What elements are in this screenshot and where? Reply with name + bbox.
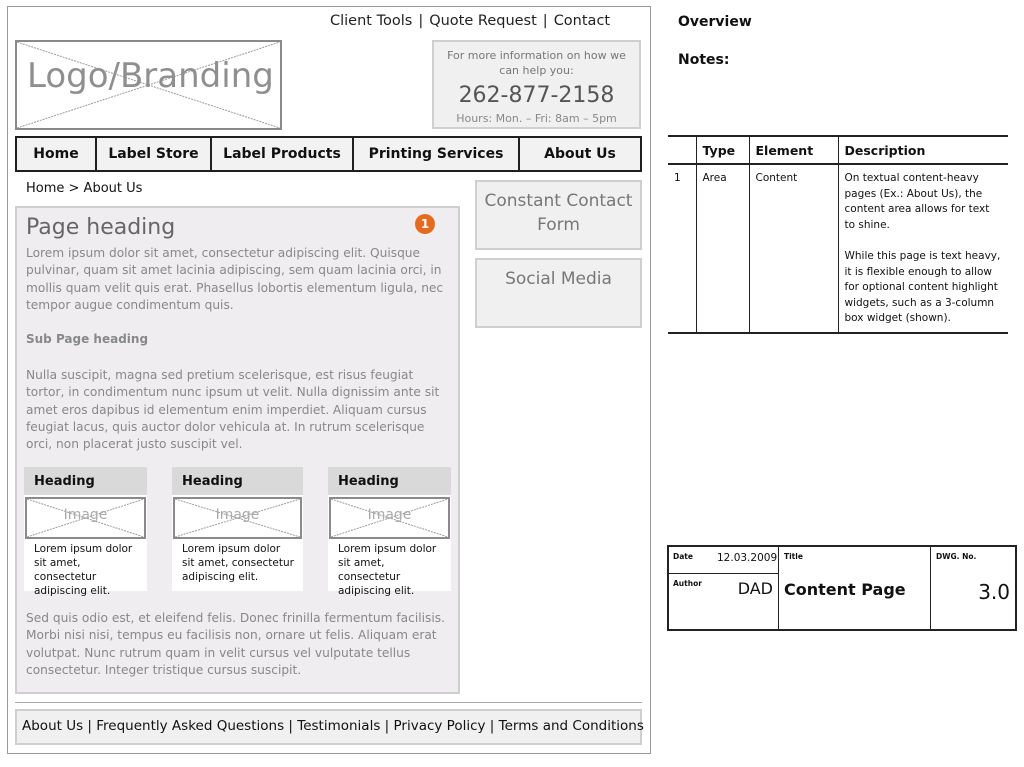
- image-label: Image: [63, 507, 108, 523]
- constant-contact-widget[interactable]: Constant Contact Form: [475, 180, 642, 250]
- row-description: [838, 164, 1008, 333]
- date-cell: [669, 547, 779, 574]
- footer-link-about-us[interactable]: About Us: [22, 718, 84, 734]
- separator: |: [418, 13, 424, 29]
- date-value: 12.03.2009: [717, 552, 778, 564]
- image-placeholder: [329, 497, 450, 539]
- breadcrumb[interactable]: Home > About Us: [26, 181, 143, 196]
- quote-request-link[interactable]: Quote Request: [429, 13, 537, 29]
- author-cell: [669, 574, 779, 629]
- column-heading: Heading: [328, 467, 451, 495]
- author-label: Author: [673, 579, 702, 588]
- dwg-number: 3.0: [978, 580, 1010, 604]
- nav-item-home[interactable]: Home: [17, 138, 97, 170]
- column-header: Description: [838, 136, 1008, 164]
- intro-paragraph: Lorem ipsum dolor sit amet, consectetur adipiscing elit. Quisque pulvinar, quam sit amet lacinia adipiscing, sem quam lacinia orci, in mollis quam velit quis erat. Phasellus lobortis elementum ligula, nec tempor augue condimentum quis.: [26, 246, 444, 312]
- closing-paragraph: Sed quis odio est, et eleifend felis. Donec frinilla fermentum facilisis. Morbi nisi nisi, tempus eu facilisis non, ornare ut felis. Aliquam erat volutpat. Nunc rutrum quam in velit cursus vel vulputate tellus consectetur. Integer tristique cursus suscipit.: [26, 611, 445, 677]
- column-header: [668, 136, 696, 164]
- sub-page-heading: Sub Page heading: [26, 332, 149, 346]
- image-placeholder: [173, 497, 302, 539]
- nav-item-label-store[interactable]: Label Store: [97, 138, 212, 170]
- column-widget: [328, 467, 451, 597]
- drawing-title: Content Page: [784, 580, 906, 599]
- contact-box: [432, 40, 641, 129]
- column-widget: [24, 467, 147, 597]
- nav-item-label-products[interactable]: Label Products: [212, 138, 354, 170]
- footer-link-testimonials[interactable]: Testimonials: [297, 718, 381, 734]
- page-title: Page heading: [26, 215, 176, 240]
- nav-item-printing-services[interactable]: Printing Services: [354, 138, 520, 170]
- dwg-label: DWG. No.: [936, 552, 977, 561]
- image-label: Image: [367, 507, 412, 523]
- utility-links: [330, 13, 610, 29]
- drawing-title-block: [667, 545, 1017, 631]
- separator: |: [542, 13, 548, 29]
- title-cell: [779, 547, 931, 629]
- annotation-badge: 1: [415, 214, 435, 234]
- row-number: 1: [668, 164, 696, 333]
- image-placeholder: [25, 497, 146, 539]
- column-heading: Heading: [172, 467, 303, 495]
- column-text: Lorem ipsum dolor sit amet, consectetur adipiscing elit.: [182, 543, 294, 583]
- logo-placeholder[interactable]: [15, 40, 282, 130]
- client-tools-link[interactable]: Client Tools: [330, 13, 413, 29]
- footer-link-terms[interactable]: Terms and Conditions: [498, 718, 644, 734]
- notes-label: Notes:: [678, 52, 730, 68]
- date-label: Date: [673, 552, 693, 561]
- title-label: Title: [784, 552, 803, 561]
- column-widget: [172, 467, 303, 591]
- nav-item-about-us[interactable]: About Us: [544, 146, 616, 162]
- column-header: Element: [749, 136, 838, 164]
- table-row: [668, 164, 1008, 333]
- contact-info-text: For more information on how we can help you:: [447, 49, 626, 77]
- contact-link[interactable]: Contact: [553, 13, 611, 29]
- column-text: Lorem ipsum dolor sit amet, consectetur adipiscing elit.: [34, 543, 133, 597]
- description-text: On textual content-heavy pages (Ex.: About Us), the content area allows for text to shine.: [844, 172, 990, 231]
- body-paragraph: Nulla suscipit, magna sed pretium scelerisque, est risus feugiat tortor, in condimentum nunc ipsum ut velit. Nulla dignissim ante sit amet eros dapibus id elementum enim imperdiet. Aliquam cursus feugiat lacus, quis auctor dolor vehicula at. In rutrum scelerisque orci, non placerat justo suscipit vel.: [26, 368, 440, 452]
- footer-links: About Us | Frequently Asked Questions | Testimonials | Privacy Policy | Terms and Conditions: [15, 709, 642, 745]
- column-heading: Heading: [24, 467, 147, 495]
- description-text: While this page is text heavy, it is flexible enough to allow for optional content highlight widgets, such as a 3-column box widget (shown).: [844, 250, 1001, 324]
- main-nav: [15, 136, 642, 172]
- footer-divider: [15, 702, 642, 703]
- footer-link-faq[interactable]: Frequently Asked Questions: [96, 718, 285, 734]
- social-media-widget[interactable]: Social Media: [475, 258, 642, 328]
- image-label: Image: [215, 507, 260, 523]
- annotation-table: [668, 135, 1008, 334]
- phone-number[interactable]: 262-877-2158: [458, 83, 615, 108]
- overview-label: Overview: [678, 14, 752, 30]
- author-value: DAD: [737, 579, 773, 598]
- row-element: Content: [749, 164, 838, 333]
- logo-text: Logo/Branding: [27, 56, 274, 96]
- business-hours: Hours: Mon. – Fri: 8am – 5pm: [456, 112, 617, 125]
- footer-link-privacy-policy[interactable]: Privacy Policy: [393, 718, 486, 734]
- column-text: Lorem ipsum dolor sit amet, consectetur adipiscing elit.: [338, 543, 437, 597]
- row-type: Area: [696, 164, 749, 333]
- table-header-row: [668, 136, 1008, 164]
- column-header: Type: [696, 136, 749, 164]
- dwg-cell: [931, 547, 1015, 629]
